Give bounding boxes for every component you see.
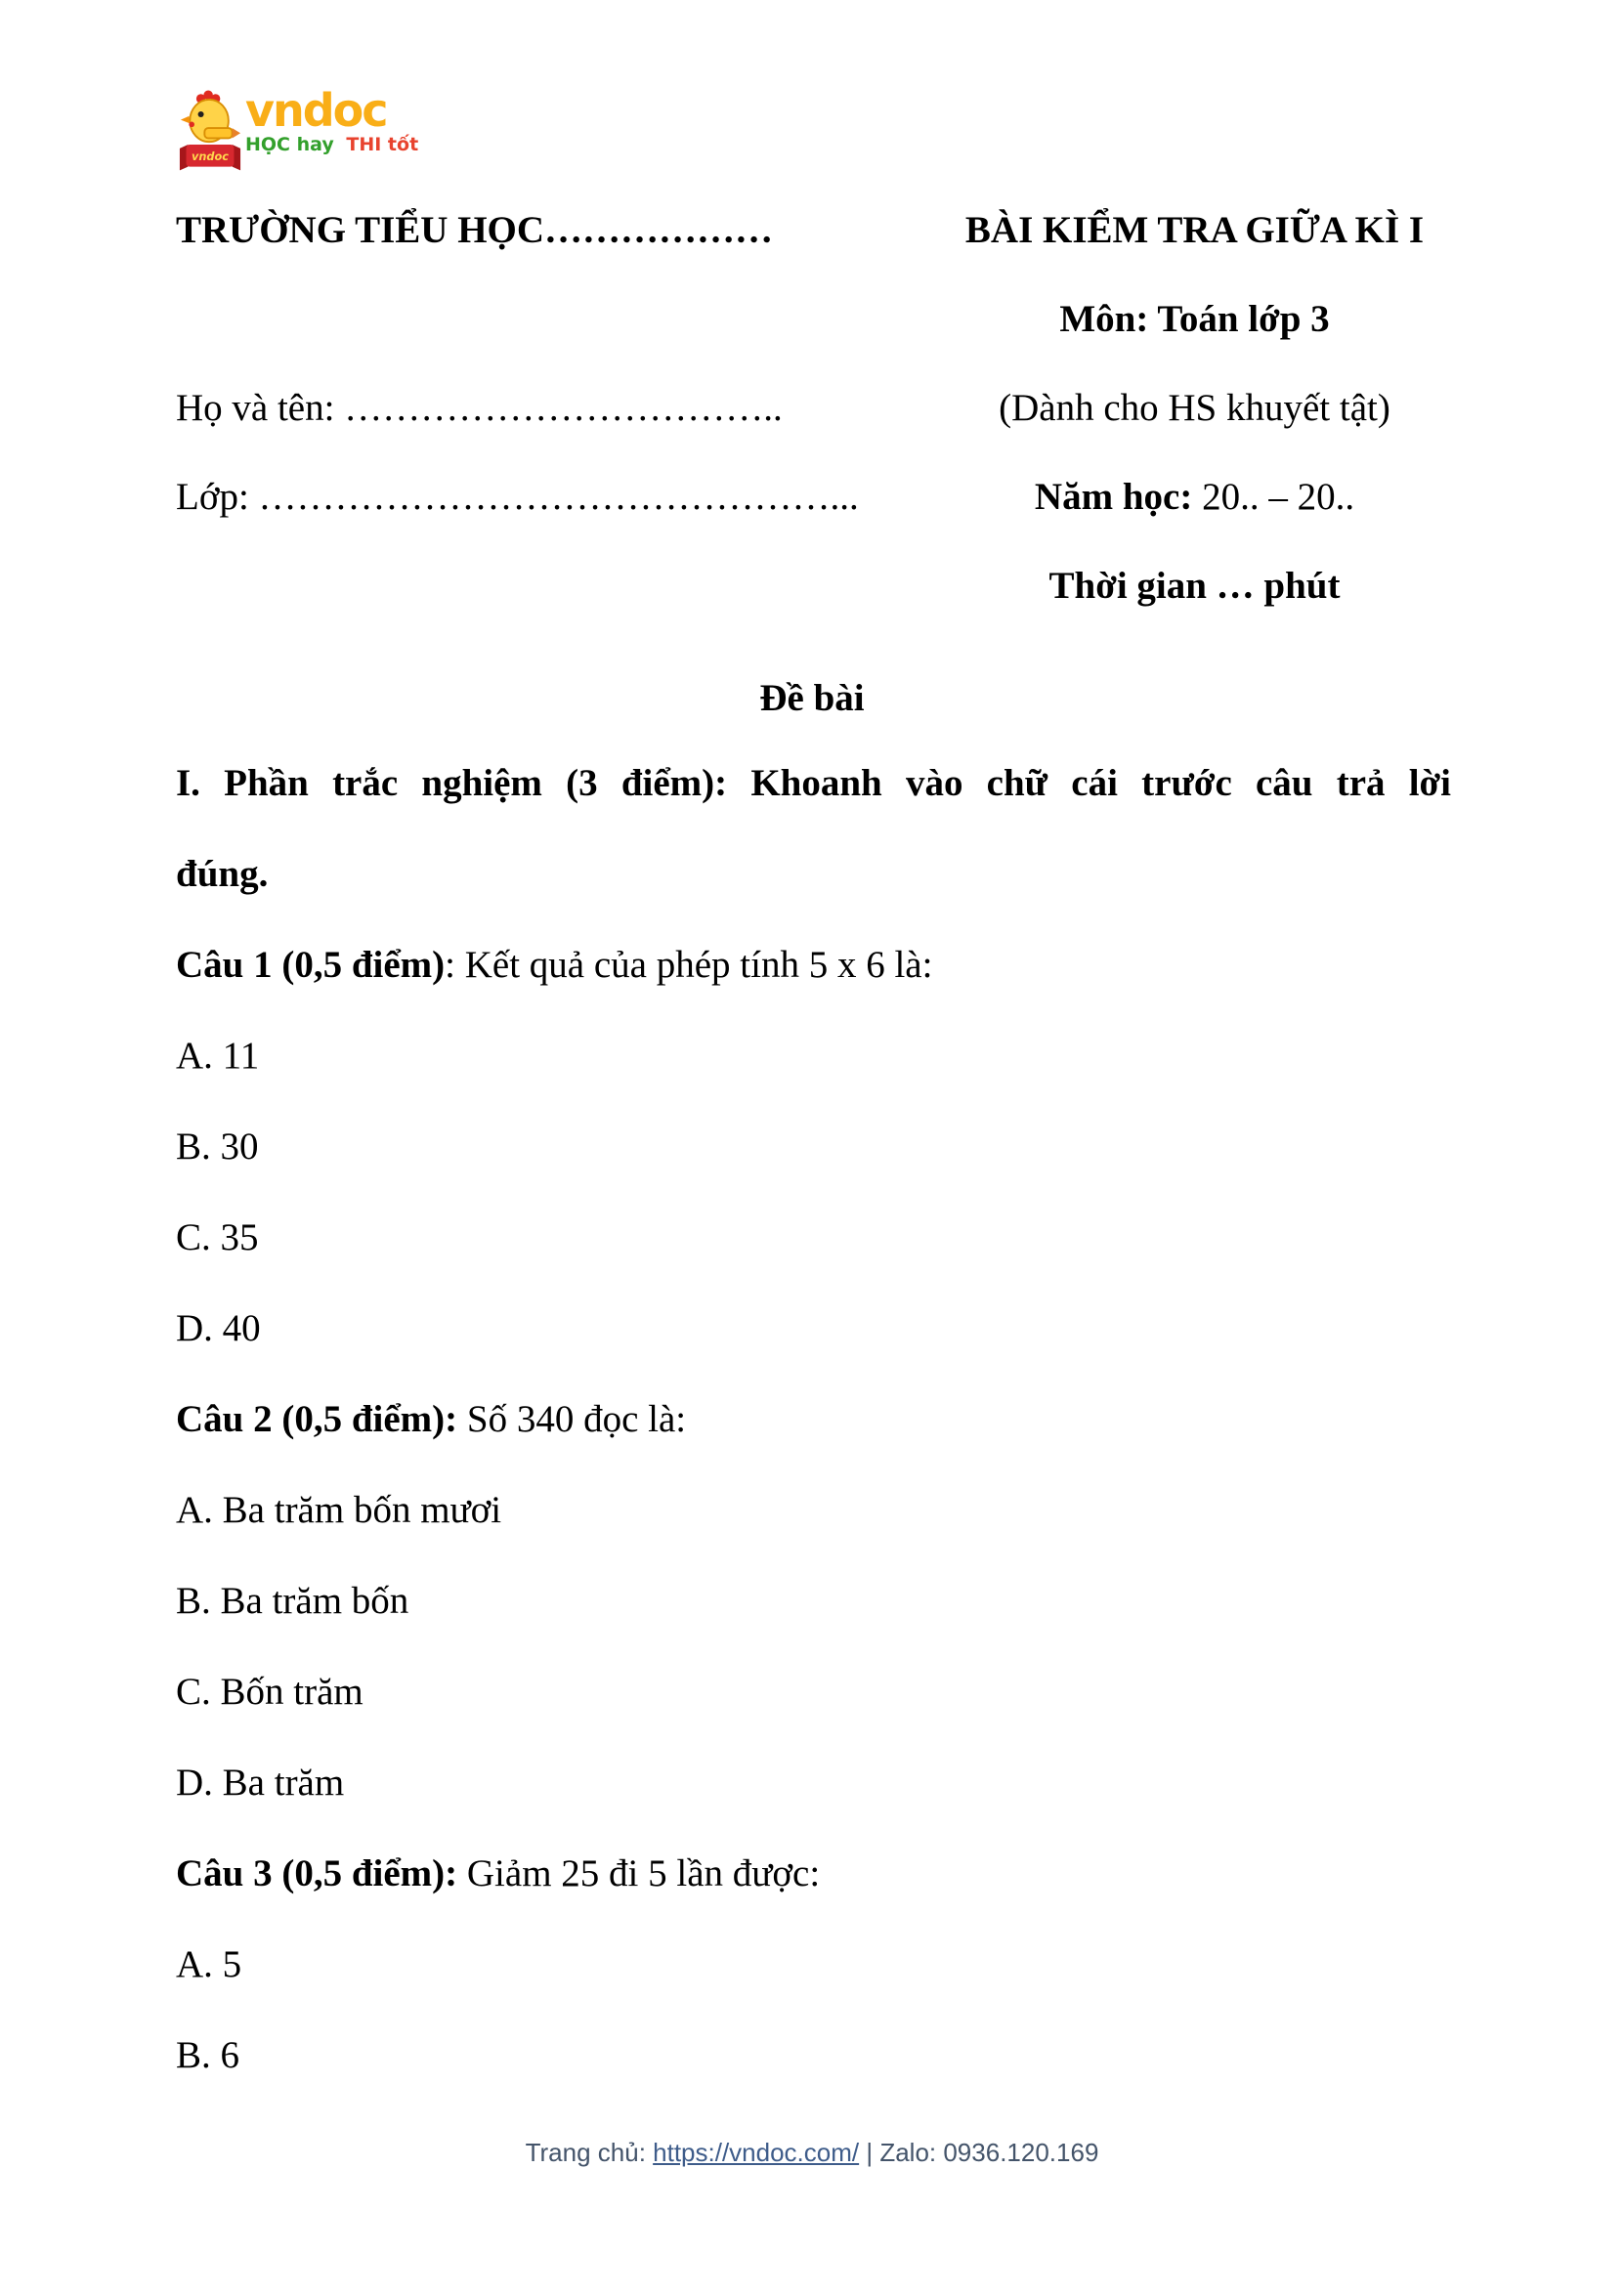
question-2-option-b: B. Ba trăm bốn <box>176 1580 409 1622</box>
footer-zalo-info: | Zalo: 0936.120.169 <box>859 2138 1099 2167</box>
question-2-text: Số 340 đọc là: <box>457 1398 687 1440</box>
tagline-green: HỌC hay <box>245 134 334 155</box>
tagline-red: THI tốt <box>346 134 419 155</box>
vndoc-home-link[interactable]: https://vndoc.com/ <box>653 2138 860 2167</box>
question-3-option-a: A. 5 <box>176 1943 242 1985</box>
vndoc-logo <box>179 84 419 174</box>
question-3-text: Giảm 25 đi 5 lần được: <box>457 1852 821 1894</box>
exam-body <box>176 738 1451 2101</box>
exam-title: BÀI KIỂM TRA GIỮA KÌ I <box>964 209 1425 251</box>
school-year-label: Năm học: <box>1034 476 1193 518</box>
chicken-mascot-icon <box>179 86 241 174</box>
header-left-column <box>176 186 889 541</box>
question-1-option-b: B. 30 <box>176 1126 259 1168</box>
audience-line: (Dành cho HS khuyết tật) <box>999 387 1390 429</box>
header-right-column <box>928 186 1461 630</box>
question-2-label: Câu 2 (0,5 điểm): <box>176 1398 458 1440</box>
brand-tagline <box>245 135 418 154</box>
logo-text-block <box>245 86 418 154</box>
question-1-option-c: C. 35 <box>176 1216 259 1258</box>
subject-line: Môn: Toán lớp 3 <box>1059 298 1330 340</box>
logo-banner-text: vndoc <box>192 150 229 164</box>
school-name-line: TRƯỜNG TIỂU HỌC……………… <box>176 209 774 251</box>
brand-wordmark: vndoc <box>245 84 387 137</box>
question-3-option-b: B. 6 <box>176 2034 240 2076</box>
question-2-option-c: C. Bốn trăm <box>176 1671 363 1713</box>
section-heading-line1: I. Phần trắc nghiệm (3 điểm): Khoanh vào chữ cái trước câu trả lời <box>176 762 1451 804</box>
footer-homepage-label: Trang chủ: <box>525 2138 654 2167</box>
school-year-line <box>928 452 1461 541</box>
spacer-row <box>176 275 889 363</box>
question-2 <box>176 1374 1451 1465</box>
section-heading-line2: đúng. <box>176 853 269 895</box>
school-year-value: 20.. – 20.. <box>1192 476 1355 518</box>
duration-line: Thời gian … phút <box>1048 565 1341 607</box>
student-name-line: Họ và tên: …………………………….. <box>176 387 783 429</box>
page-footer <box>0 2136 1624 2169</box>
question-1 <box>176 919 1451 1010</box>
class-line: Lớp: ………………………………………... <box>176 476 859 518</box>
question-1-option-d: D. 40 <box>176 1307 261 1349</box>
question-2-option-d: D. Ba trăm <box>176 1762 345 1804</box>
question-1-option-a: A. 11 <box>176 1035 260 1077</box>
question-1-text: : Kết quả của phép tính 5 x 6 là: <box>445 944 933 986</box>
exam-body-title: Đề bài <box>759 677 865 719</box>
question-2-option-a: A. Ba trăm bốn mươi <box>176 1489 502 1531</box>
question-1-label: Câu 1 (0,5 điểm) <box>176 944 446 986</box>
question-3-label: Câu 3 (0,5 điểm): <box>176 1852 458 1894</box>
question-3 <box>176 1828 1451 1919</box>
